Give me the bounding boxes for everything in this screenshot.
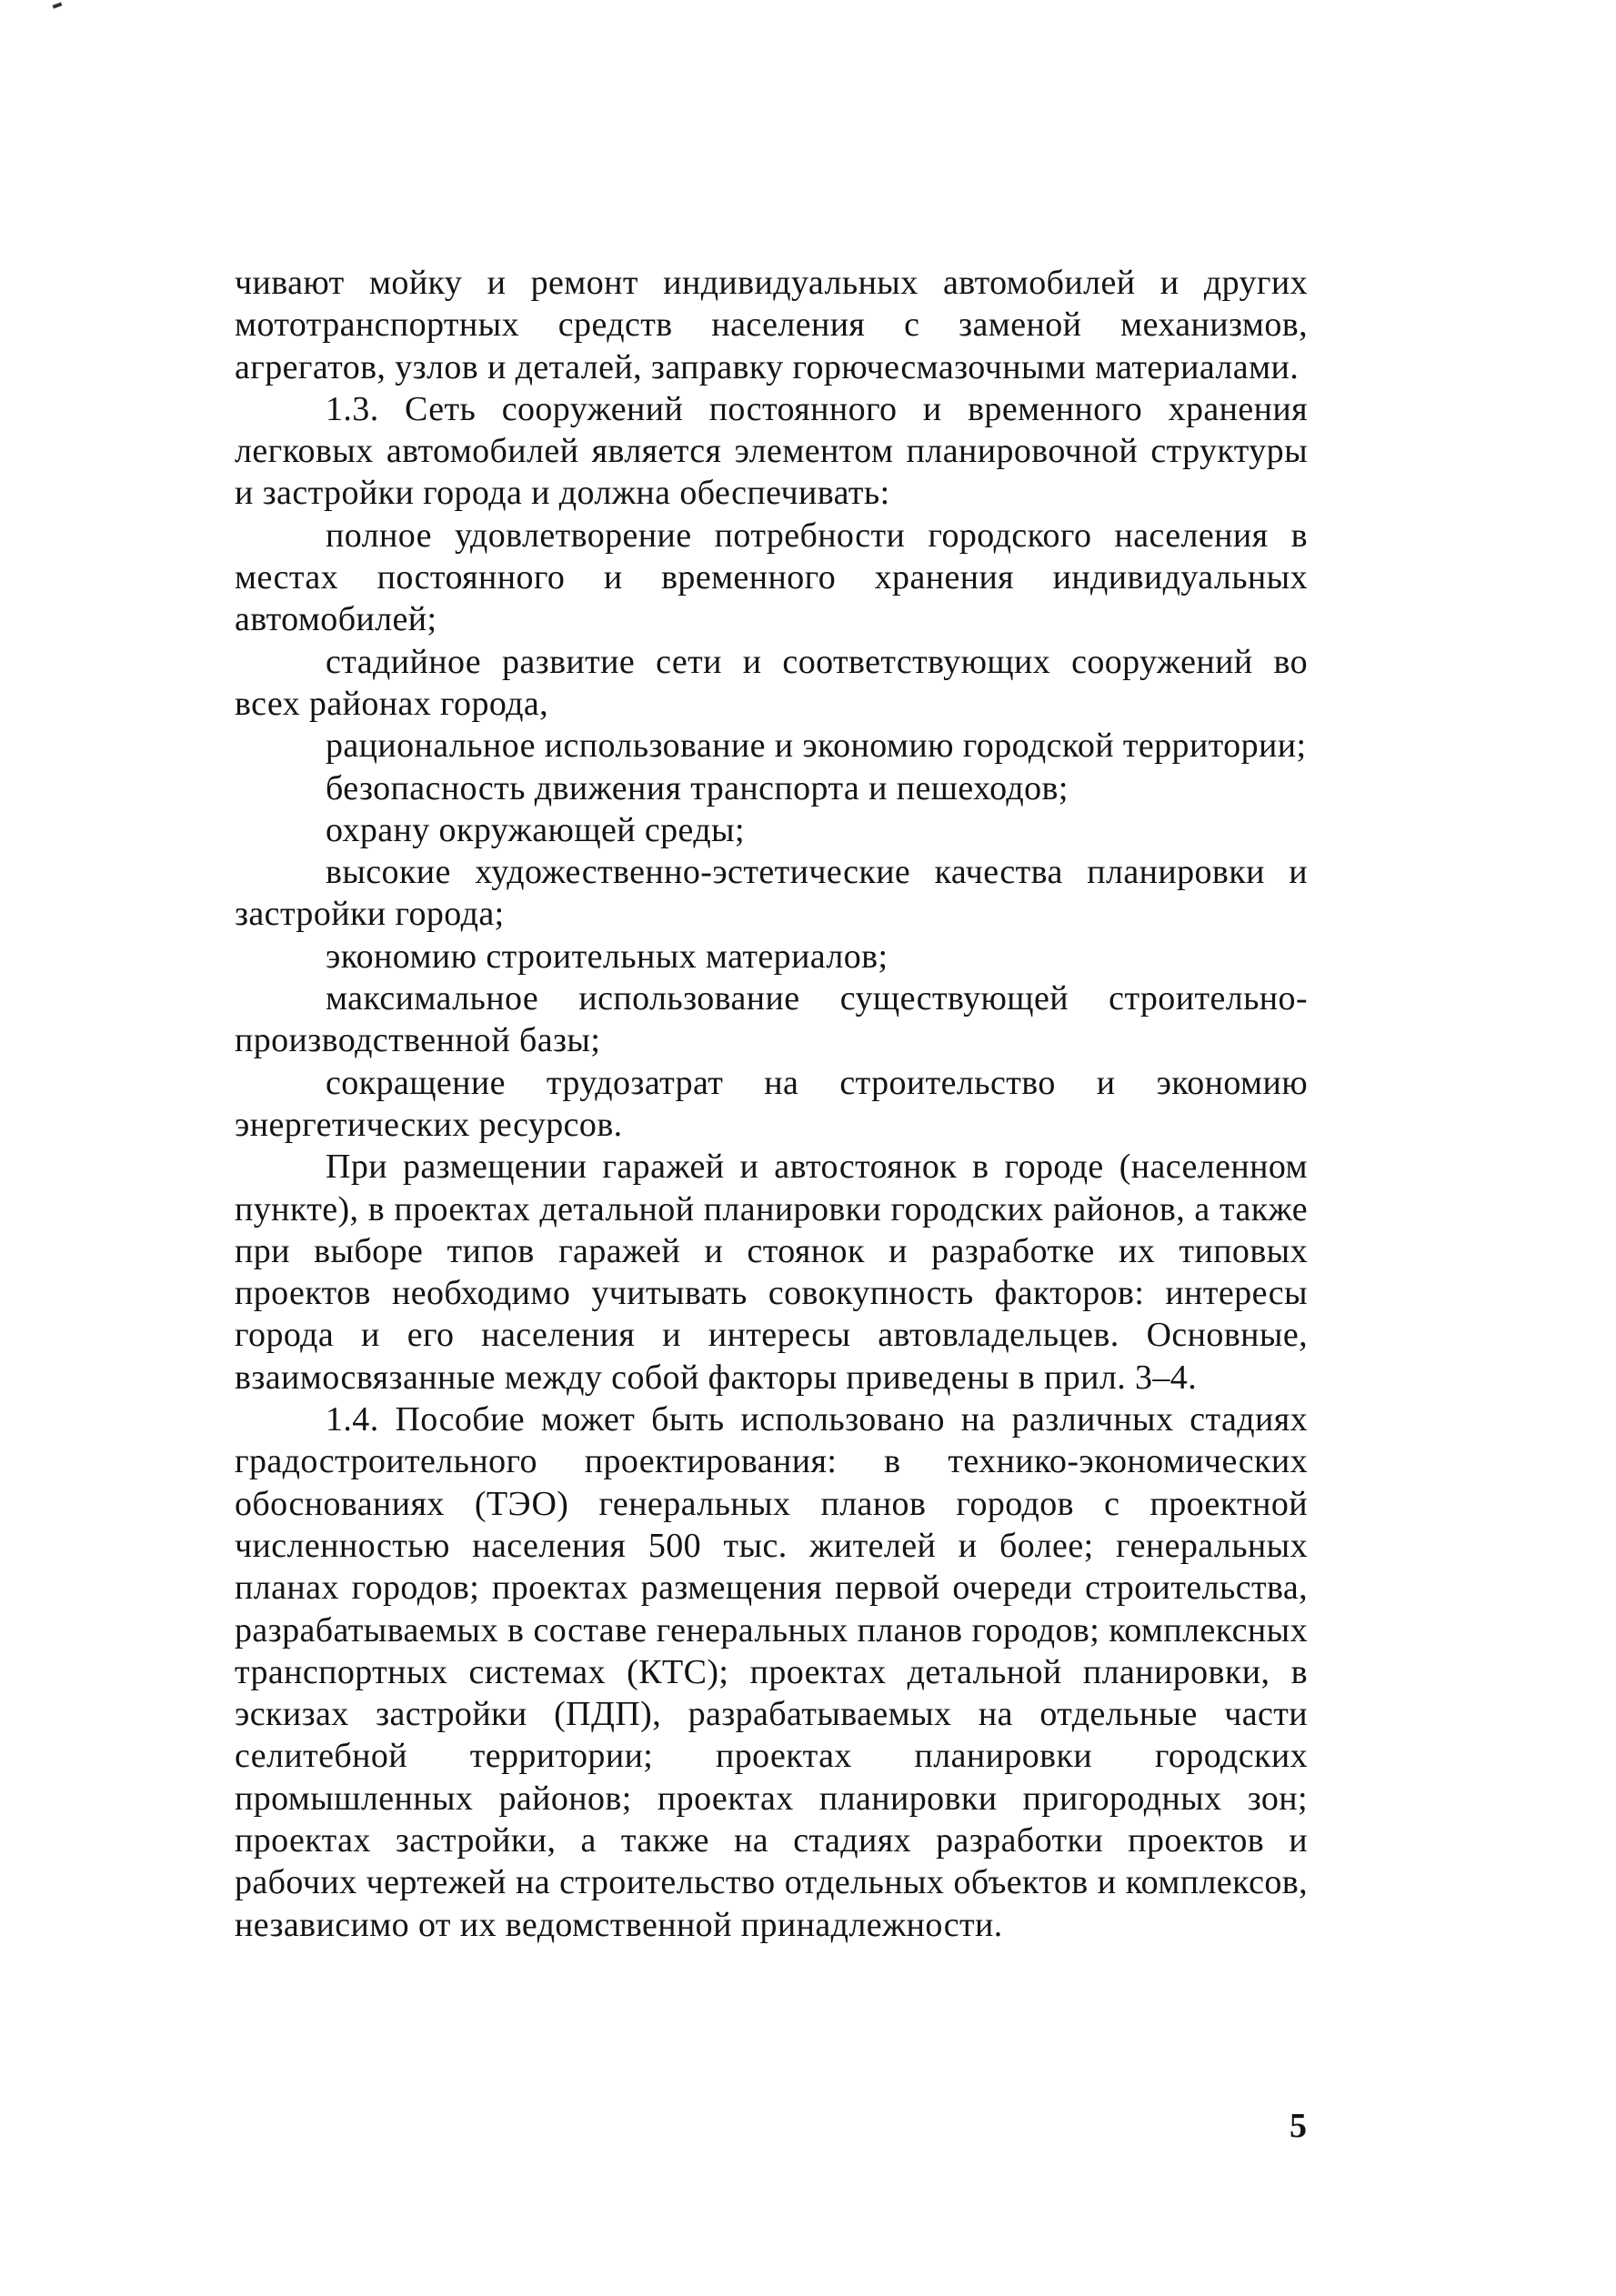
list-item: сокращение трудозатрат на строительство и экономию энергетических ресурсов. (235, 1063, 1308, 1144)
scan-artifact (53, 2, 63, 8)
page-number: 5 (1290, 2107, 1307, 2145)
paragraph-section-1-3: 1.3. Сеть сооружений постоянного и временного хранения легковых автомобилей является элементом планировочной структуры и застройки города и должна обеспечивать: (235, 389, 1308, 513)
paragraph-continuation: чивают мойку и ремонт индивидуальных автомобилей и других мототранспортных средств населения с заменой механизмов, агрегатов, узлов и деталей, заправку горючесмазочными материалами. (235, 264, 1308, 386)
list-item: высокие художественно-эстетические качества планировки и застройки города; (235, 853, 1308, 934)
paragraph-section-1-4: 1.4. Пособие может быть использовано на различных стадиях градостроительного проектирования: в технико-экономических обоснованиях (ТЭО) генеральных планов городов с проектной численностью населения 500 тыс. жителей и более; генеральных планах городов; проектах размещения первой очереди строительства, разрабатываемых в составе генеральных планов городов; комплексных транспортных системах (КТС); проектах детальной планировки, в эскизах застройки (ПДП), разрабатываемых на отдельные части селитебной территории; проектах планировки городских промышленных районов; проектах планировки пригородных зон; проектах застройки, а также на стадиях разработки проектов и рабочих чертежей на строительство отдельных объектов и комплексов, независимо от их ведомственной принадлежности. (235, 1400, 1308, 1944)
list-item: максимальное использование существующей строительно-производственной базы; (235, 979, 1308, 1060)
paragraph-body: При размещении гаражей и автостоянок в городе (населенном пункте), в проектах детальной планировки городских районов, а также при выборе типов гаражей и стоянок и разработке их типовых проектов необходимо учитывать совокупность факторов: интересы города и его населения и интересы автовладельцев. Основные, взаимосвязанные между собой факторы приведены в прил. 3–4. (235, 1148, 1308, 1397)
list-item: экономию строительных материалов; (326, 937, 888, 976)
list-item: безопасность движения транспорта и пешеходов; (326, 768, 1069, 807)
list-item: полное удовлетворение потребности городского населения в местах постоянного и временного хранения индивидуальных автомобилей; (235, 516, 1308, 639)
list-item: стадийное развитие сети и соответствующих сооружений во всех районах города, (235, 642, 1308, 723)
list-item: рациональное использование и экономию городской территории; (326, 727, 1307, 766)
body-text (235, 262, 1308, 1946)
list-item: охрану окружающей среды; (326, 810, 745, 849)
